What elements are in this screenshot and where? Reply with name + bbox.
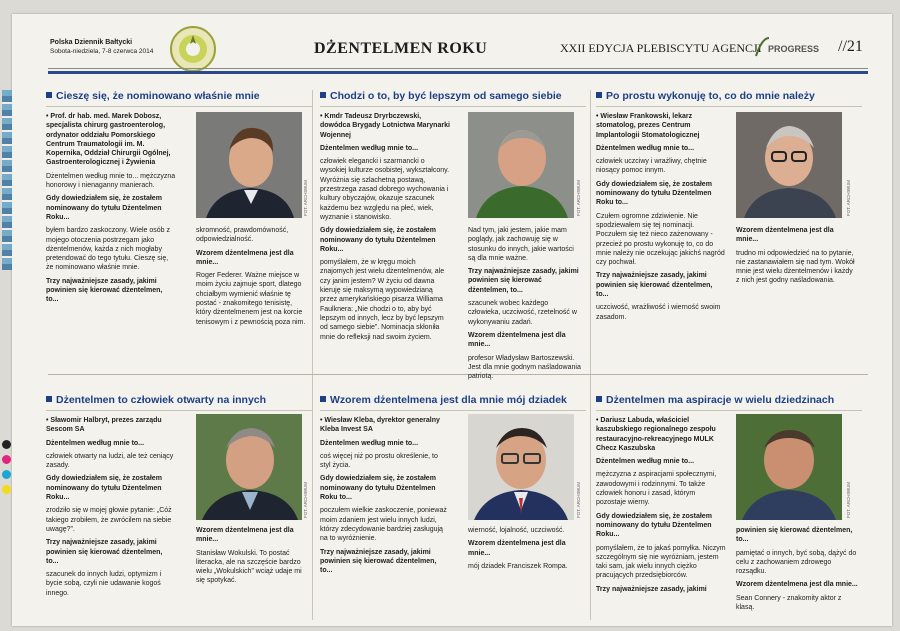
panel-column xyxy=(596,416,726,622)
panel-paragraph: Trzy najważniejsze zasady, jakimi xyxy=(596,585,707,593)
column-divider xyxy=(590,90,591,620)
photo-credit: FOT. ARCHIWUM xyxy=(303,180,308,216)
panel-paragraph: Gdy dowiedziałem się, że zostałem nominowany do tytułu Dżentelmen Roku to... xyxy=(320,475,436,502)
panel-paragraph: Dżentelmen według mnie to... xyxy=(596,458,695,466)
magenta-registration-dot xyxy=(2,455,11,464)
panel-paragraph: Dżentelmen według mnie to... xyxy=(596,144,695,152)
panel-paragraph: Czułem ogromne zdziwienie. Nie spodziewałem się tej nominacji. Poczułem się też nieco zażenowany - przecież po prostu wykonuję to, co do mnie należy nie oczekując jakichś nagród czy pochwał. xyxy=(596,212,725,267)
panel-paragraph: Sean Connery - znakomity aktor z klasą. xyxy=(736,594,842,612)
photo-credit: FOT. ARCHIWUM xyxy=(303,482,308,518)
panel-title: Dżentelmen to człowiek otwarty na innych xyxy=(46,390,312,411)
portrait-photo xyxy=(736,414,842,520)
panel-title: Chodzi o to, by być lepszym od samego siebie xyxy=(320,86,586,107)
panel-paragraph: Gdy dowiedziałem się, że zostałem nominowany do tytułu Dżentelmen Roku... xyxy=(46,195,162,221)
page-number: //21 xyxy=(838,38,863,55)
panel-paragraph: Dżentelmen według mnie to... mężczyzna honorowy i nienaganny manierach. xyxy=(46,172,176,190)
interview-panel xyxy=(320,86,586,381)
print-color-bars xyxy=(2,90,12,270)
portrait-photo xyxy=(468,414,574,520)
panel-paragraph: Trzy najważniejsze zasady, jakimi powinien się kierować dżentelmen, to... xyxy=(320,548,437,575)
panel-paragraph: Dżentelmen według mnie to... xyxy=(46,439,145,447)
panel-paragraph: Gdy dowiedziałem się, że zostałem nominowany do tytułu Dżentelmen Roku... xyxy=(46,475,162,502)
panel-title: Wzorem dżentelmena jest dla mnie mój dziadek xyxy=(320,390,586,411)
panel-paragraph: Gdy dowiedziałem się, że zostałem nominowany do tytułu Dżentelmen Roku... xyxy=(320,227,436,253)
panel-paragraph: Wzorem dżentelmena jest dla mnie... xyxy=(196,527,294,544)
panel-column xyxy=(468,526,582,622)
panel-paragraph: pomyślałem, że w kręgu moich znajomych jest wielu dżentelmenów, ale czy janim jestem? W życiu od dawna kieruję się maksymą wypowiedzianą przez amerykańskiego pisarza Williama Faulknera: „Nie chodzi o to, aby być lepszym od innych, lecz by być lepszym od samego siebie”. Nominacja skłoniła mnie do refleksji nad swoim życiem. xyxy=(320,259,445,341)
portrait-man-icon xyxy=(196,112,302,218)
panel-paragraph: Wzorem dżentelmena jest dla mnie... xyxy=(736,227,834,244)
panel-paragraph: Wzorem dżentelmena jest dla mnie... xyxy=(468,331,566,349)
portrait-photo xyxy=(196,112,302,218)
panel-title: Po prostu wykonuję to, co do mnie należy xyxy=(596,86,862,107)
panel-paragraph: profesor Władysław Bartoszewski. Jest dla mnie godnym naśladowania patriotą. xyxy=(468,354,581,381)
panel-paragraph: Stanisław Wokulski. To postać literacka, ale na szczęście bardzo wielu „Wokulskich” wciąż udaje mi się spotykać. xyxy=(196,549,302,585)
portrait-photo xyxy=(196,414,302,520)
panel-paragraph: człowiek uczciwy i wrażliwy, chętnie niosący pomoc innym. xyxy=(596,158,707,175)
issue-date: Sobota-niedziela, 7-8 czerwca 2014 xyxy=(50,48,154,55)
panel-paragraph: uczciwość, wrażliwość i wierność swoim zasadom. xyxy=(596,304,721,321)
panel-paragraph: zrodziło się w mojej głowie pytanie: „Cóż takiego zrobiłem, że zwrócilem na siebie uwagę?”. xyxy=(46,507,172,533)
panel-paragraph: • Dariusz Labuda, właściciel kaszubskiego regionalnego zespołu restauracyjno-rekreacyjnego MULK Checz Kaszubska xyxy=(596,417,716,452)
panel-paragraph: • Prof. dr hab. med. Marek Dobosz, specjalista chirurg gastroenterolog, ordynator oddziału Pomorskiego Centrum Traumatologii im. M. Kopernika, Oddział Chirurgii Ogólnej, Gastroenterologicznej i Żywienia xyxy=(46,113,171,167)
panel-paragraph: trudno mi odpowiedzieć na to pytanie, nie zastanawiałem się nad tym. Wokół mnie jest wielu dżentelmenów i każdy z nich jest godny naśladowania. xyxy=(736,249,855,285)
panel-paragraph: Dżentelmen według mnie to... xyxy=(320,144,419,152)
panel-paragraph: • Kmdr Tadeusz Dryrbczewski, dowódca Brygady Lotnictwa Marynarki Wojennej xyxy=(320,113,450,139)
newspaper-page xyxy=(12,14,892,626)
panel-paragraph: byłem bardzo zaskoczony. Wiele osób z mojego otoczenia postrzegam jako dżentelmenów, każda z nich mogłaby pretendować do tego tytułu. Cieszę się, że nominowano właśnie mnie. xyxy=(46,227,170,272)
panel-column xyxy=(46,416,176,622)
interview-panel xyxy=(596,390,862,622)
edition-label: XXII EDYCJA PLEBISCYTU AGENCJI xyxy=(560,41,762,55)
panel-column xyxy=(320,112,450,356)
panel-paragraph: coś więcej niż po prostu określenie, to styl życia. xyxy=(320,452,438,470)
panel-title: Dżentelmen ma aspiracje w wielu dziedzinach xyxy=(596,390,862,411)
print-registration-marks xyxy=(2,440,12,500)
panel-paragraph: szacunek do innych ludzi, optymizm i bycie sobą, czyli nie udawanie kogoś innego. xyxy=(46,571,162,597)
panel-paragraph: wierność, lojalność, uczciwość. xyxy=(468,527,565,534)
panel-column xyxy=(596,112,726,356)
panel-paragraph: mój dziadek Franciszek Rompa. xyxy=(468,562,568,570)
gentleman-seal-icon xyxy=(164,24,222,74)
panel-paragraph: • Wiesław Frankowski, lekarz stomatolog, prezes Centrum Implantologii Stomatologicznej xyxy=(596,113,700,139)
panel-paragraph: Roger Federer. Ważne miejsce w moim życiu zajmuje sport, dlatego chciałbym wymienić właśnie tę postać - znakomitego tenisistę, który dżentelmenem jest na korcie tenisowym i z pewnością poza nim. xyxy=(196,272,306,326)
masthead-rule xyxy=(48,68,868,69)
panel-paragraph: Trzy najważniejsze zasady, jakimi powinien się kierować dżentelmen, to... xyxy=(468,268,579,294)
interview-panel xyxy=(46,390,312,622)
panel-paragraph: poczułem wielkie zaskoczenie, ponieważ moim zdaniem jest wielu innych ludzi, którzy zdecydowanie bardziej zasługują na to wyróżnienie. xyxy=(320,507,447,543)
panel-paragraph: pamiętać o innych, być sobą, dążyć do celu z zachowaniem zdrowego rozsądku. xyxy=(736,549,857,576)
panel-paragraph: • Sławomir Halbryt, prezes zarządu Sescom SA xyxy=(46,417,162,434)
panel-paragraph: mężczyzna z aspiracjami społecznymi, zawodowymi i rodzinnymi. To także człowiek honoru i zasad, którym pozostaje wierny. xyxy=(596,471,717,507)
portrait-man-icon xyxy=(736,112,842,218)
portrait-man-icon xyxy=(468,414,574,520)
section-title: DŻENTELMEN ROKU xyxy=(314,40,488,57)
panel-paragraph: Gdy dowiedziałem się, że zostałem nominowany do tytułu Dżentelmen Roku... xyxy=(596,512,712,539)
panel-column xyxy=(736,526,858,622)
panel-column xyxy=(46,112,176,356)
panel-paragraph: Trzy najważniejsze zasady, jakimi powinien się kierować dżentelmen, to... xyxy=(46,539,163,565)
panel-column xyxy=(196,526,308,622)
panel-paragraph: powinien się kierować dżentelmen, to... xyxy=(736,527,853,544)
panel-column xyxy=(320,416,450,622)
portrait-man-icon xyxy=(196,414,302,520)
masthead-accent-bar xyxy=(48,71,868,74)
panel-column xyxy=(468,226,582,381)
interview-panel xyxy=(596,86,862,358)
panel-paragraph: Trzy najważniejsze zasady, jakimi powinien się kierować dżentelmen, to... xyxy=(46,277,163,304)
panel-paragraph: skromność, prawdomówność, odpowiedzialność. xyxy=(196,227,289,244)
photo-credit: FOT. ARCHIWUM xyxy=(846,180,851,216)
panel-paragraph: szacunek wobec każdego człowieka, uczciwość, rzetelność w wykonywaniu zadań. xyxy=(468,300,577,326)
panel-paragraph: Gdy dowiedziałem się, że zostałem nominowany do tytułu Dżentelmen Roku to... xyxy=(596,180,712,207)
panel-paragraph: Trzy najważniejsze zasady, jakimi powinien się kierować dżentelmen, to... xyxy=(596,272,713,299)
panel-paragraph: pomyślałem, że to jakaś pomyłka. Niczym szczególnym się nie wyróżniam, jestem taki sam, jak wielu innych ciężko pracujących przedsiębiorców. xyxy=(596,544,726,580)
portrait-man-icon xyxy=(468,112,574,218)
panel-paragraph: człowiek elegancki i szarmancki o wysokiej kulturze osobistej, wykształcony. Wyróżnia się szlachetną postawą, przestrzega zasad dobrego wychowania i kultury obyczajów, okazuje szacunek każdemu bez względu na płeć, wiek, wyznanie i stanowisko. xyxy=(320,158,450,221)
yellow-registration-dot xyxy=(2,485,11,494)
masthead xyxy=(12,14,892,76)
portrait-photo xyxy=(468,112,574,218)
black-registration-dot xyxy=(2,440,11,449)
portrait-man-icon xyxy=(736,414,842,520)
agency-brand: PROGRESS xyxy=(768,44,820,54)
interview-panel xyxy=(46,86,312,358)
portrait-photo xyxy=(736,112,842,218)
panel-paragraph: Dżentelmen według mnie to... xyxy=(320,439,419,447)
panel-paragraph: • Wiesław Kleba, dyrektor generalny Kleba Invest SA xyxy=(320,417,440,434)
paper-name: Polska Dziennik Bałtycki xyxy=(50,39,133,46)
panel-column xyxy=(736,226,856,356)
panel-title: Cieszę się, że nominowano właśnie mnie xyxy=(46,86,312,107)
photo-credit: FOT. ARCHIWUM xyxy=(576,482,581,518)
row-divider xyxy=(48,374,868,375)
panel-paragraph: Wzorem dżentelmena jest dla mnie... xyxy=(736,581,858,589)
panel-paragraph: Wzorem dżentelmena jest dla mnie... xyxy=(468,540,566,557)
photo-credit: FOT. ARCHIWUM xyxy=(576,180,581,216)
panel-paragraph: człowiek otwarty na ludzi, ale też ceniący zasady. xyxy=(46,452,174,470)
photo-credit: FOT. ARCHIWUM xyxy=(846,482,851,518)
panel-paragraph: Nad tym, jaki jestem, jakie mam poglądy, jak zachowuję się w stosunku do innych, jakie wartości są dla mnie ważne. xyxy=(468,227,574,262)
panel-column xyxy=(196,226,308,356)
panel-paragraph: Wzorem dżentelmena jest dla mnie... xyxy=(196,249,294,266)
interview-panel xyxy=(320,390,586,622)
cyan-registration-dot xyxy=(2,470,11,479)
column-divider xyxy=(312,90,313,620)
